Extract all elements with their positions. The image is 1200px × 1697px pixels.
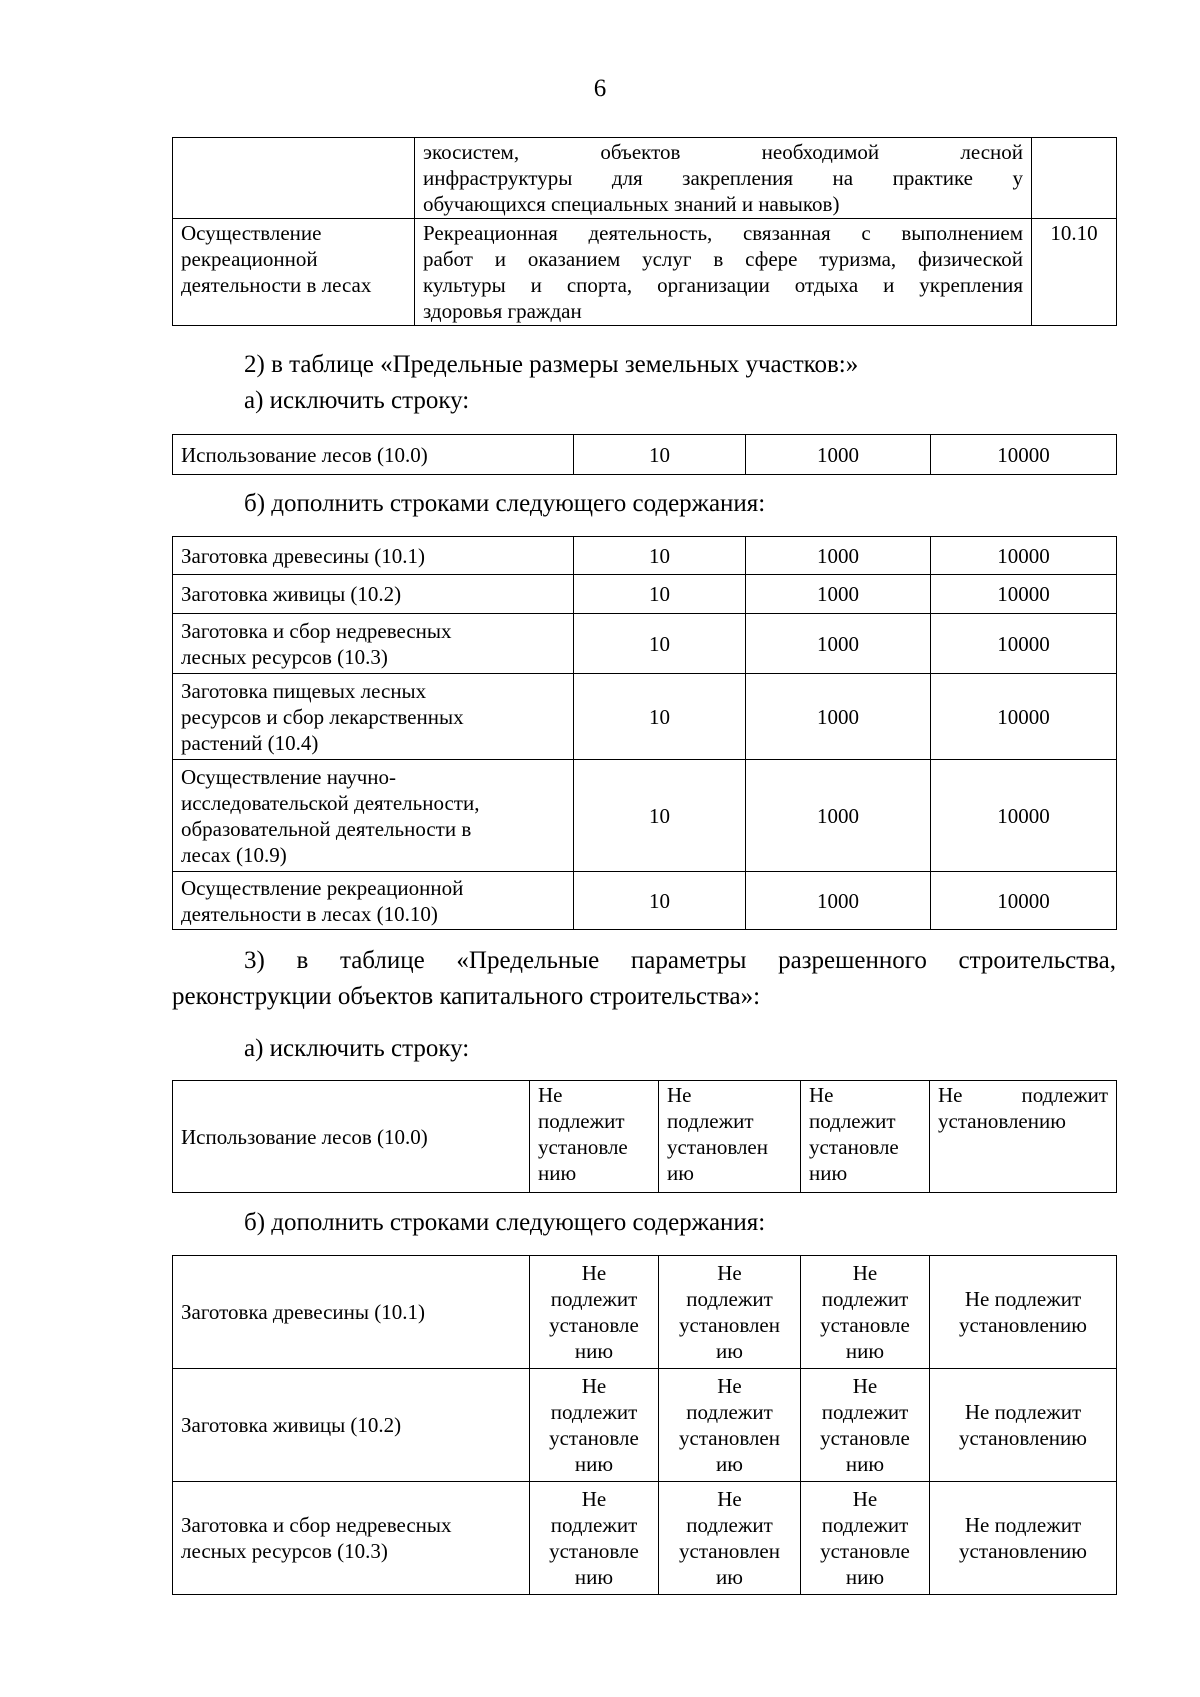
page-number: 6 — [593, 75, 607, 102]
land-use-name-cell: Заготовка живицы (10.2) — [173, 575, 574, 614]
table-row — [173, 760, 1117, 872]
table-row — [173, 1081, 1117, 1193]
land-use-name-cell: Осуществление научно- исследовательской деятельности, образовательной деятельности в лесах (10.9) — [173, 760, 574, 872]
value-cell: 10000 — [931, 537, 1117, 575]
table-row — [173, 614, 1117, 674]
value-cell: 1000 — [746, 760, 931, 872]
value-cell: 10000 — [931, 435, 1117, 475]
section2-heading: 2) в таблице «Предельные размеры земельных участков:» — [244, 351, 859, 378]
land-size-exclude-table — [172, 434, 1117, 475]
table-row — [173, 435, 1117, 475]
value-cell: 10 — [574, 435, 746, 475]
value-cell: 10 — [574, 760, 746, 872]
param-cell: Не подлежит установлен ию — [659, 1256, 801, 1369]
table-row — [173, 1482, 1117, 1595]
table-row — [173, 219, 1117, 326]
value-cell: 1000 — [746, 614, 931, 674]
value-cell: 10000 — [931, 575, 1117, 614]
land-size-add-table — [172, 536, 1117, 930]
value-cell: 10000 — [931, 760, 1117, 872]
param-cell: Не подлежит установле нию — [530, 1081, 659, 1193]
value-cell: 1000 — [746, 537, 931, 575]
value-cell: 10000 — [931, 872, 1117, 930]
section2-b-label: б) дополнить строками следующего содержания: — [244, 490, 766, 517]
param-cell: Не подлежит установле нию — [801, 1081, 930, 1193]
value-cell: 10 — [574, 575, 746, 614]
activity-description-cell: экосистем, объектов необходимой лесной инфраструктуры для закрепления на практике у обучающихся специальных знаний и навыков) — [415, 138, 1032, 219]
table-row — [173, 575, 1117, 614]
value-cell: 10000 — [931, 674, 1117, 760]
value-cell: 1000 — [746, 435, 931, 475]
land-use-name-cell: Использование лесов (10.0) — [173, 435, 574, 475]
value-cell: 10 — [574, 674, 746, 760]
section2-a-label: а) исключить строку: — [244, 387, 470, 414]
section3-a-label: а) исключить строку: — [244, 1035, 470, 1062]
table-row — [173, 674, 1117, 760]
activity-name-cell: Осуществление рекреационной деятельности в лесах — [173, 219, 415, 326]
land-use-name-cell: Осуществление рекреационной деятельности в лесах (10.10) — [173, 872, 574, 930]
table-row — [173, 537, 1117, 575]
land-use-name-cell: Заготовка древесины (10.1) — [173, 537, 574, 575]
param-cell: Не подлежит установле нию — [801, 1256, 930, 1369]
land-use-name-cell: Заготовка пищевых лесных ресурсов и сбор лекарственных растений (10.4) — [173, 674, 574, 760]
section3-heading-line1: 3) в таблице «Предельные параметры разрешенного строительства, — [244, 947, 1116, 974]
land-use-name-cell: Использование лесов (10.0) — [173, 1081, 530, 1193]
section3-b-label: б) дополнить строками следующего содержания: — [244, 1209, 766, 1236]
param-cell: Не подлежит установлению — [930, 1256, 1117, 1369]
land-use-name-cell: Заготовка живицы (10.2) — [173, 1369, 530, 1482]
land-use-name-cell: Заготовка и сбор недревесных лесных ресурсов (10.3) — [173, 614, 574, 674]
param-cell: Не подлежит установле нию — [530, 1482, 659, 1595]
activity-code-cell: 10.10 — [1032, 219, 1117, 326]
value-cell: 10 — [574, 872, 746, 930]
value-cell: 10 — [574, 537, 746, 575]
param-cell: Не подлежит установле нию — [530, 1369, 659, 1482]
value-cell: 1000 — [746, 575, 931, 614]
section3-heading-line2: реконструкции объектов капитального строительства»: — [172, 983, 761, 1010]
value-cell: 1000 — [746, 872, 931, 930]
param-cell: Не подлежит установлению — [930, 1369, 1117, 1482]
table-row — [173, 872, 1117, 930]
value-cell: 10000 — [931, 614, 1117, 674]
value-cell: 1000 — [746, 674, 931, 760]
activity-name-cell — [173, 138, 415, 219]
land-use-name-cell: Заготовка древесины (10.1) — [173, 1256, 530, 1369]
param-cell: Не подлежит установлен ию — [659, 1369, 801, 1482]
param-cell: Не подлежит установлению — [930, 1482, 1117, 1595]
param-cell: Не подлежит установлению — [930, 1081, 1117, 1193]
param-cell: Не подлежит установлен ию — [659, 1081, 801, 1193]
table-row — [173, 138, 1117, 219]
activity-code-cell — [1032, 138, 1117, 219]
param-cell: Не подлежит установле нию — [801, 1369, 930, 1482]
construction-params-exclude-table — [172, 1080, 1117, 1193]
param-cell: Не подлежит установле нию — [530, 1256, 659, 1369]
table-row — [173, 1369, 1117, 1482]
land-use-name-cell: Заготовка и сбор недревесных лесных ресурсов (10.3) — [173, 1482, 530, 1595]
param-cell: Не подлежит установлен ию — [659, 1482, 801, 1595]
param-cell: Не подлежит установле нию — [801, 1482, 930, 1595]
activity-table-continuation — [172, 137, 1117, 326]
value-cell: 10 — [574, 614, 746, 674]
table-row — [173, 1256, 1117, 1369]
activity-description-cell: Рекреационная деятельность, связанная с выполнением работ и оказанием услуг в сфере туризма, физической культуры и спорта, организации отдыха и укрепления здоровья граждан — [415, 219, 1032, 326]
construction-params-add-table — [172, 1255, 1117, 1595]
